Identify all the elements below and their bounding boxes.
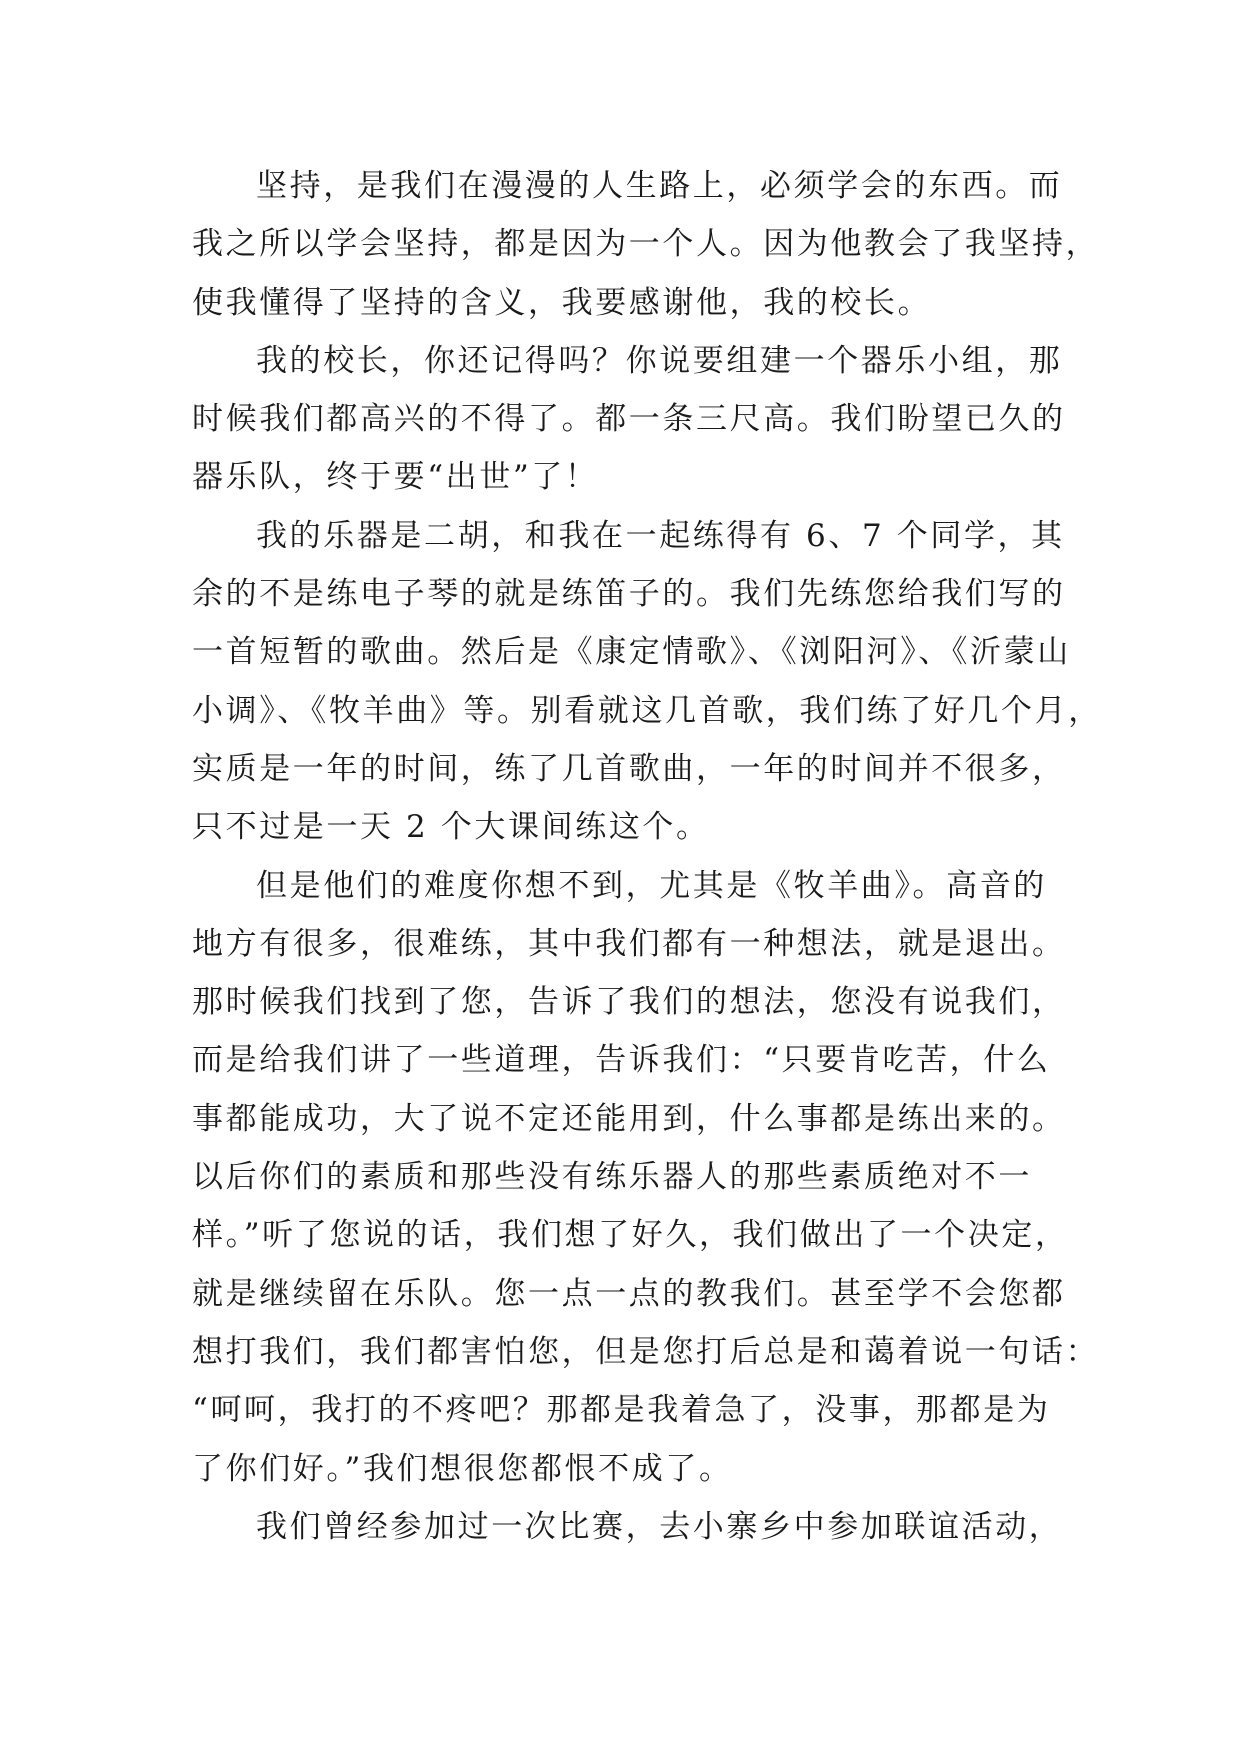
text-line: 想打我们，我们都害怕您，但是您打后总是和蔼着说一句话： bbox=[192, 1333, 1100, 1370]
text-line: 我的乐器是二胡，和我在一起练得有 6、7 个同学，其 bbox=[256, 517, 1065, 554]
text-line: 我之所以学会坚持，都是因为一个人。因为他教会了我坚持， bbox=[192, 226, 1100, 263]
text-line: 了你们好。”我们想很您都恨不成了。 bbox=[192, 1450, 733, 1487]
text-line: 样。”听了您说的话，我们想了好久，我们做出了一个决定， bbox=[192, 1217, 1069, 1254]
text-line: 器乐队，终于要“出世”了！ bbox=[192, 459, 599, 496]
essay-body bbox=[192, 157, 1102, 1556]
text-line: 就是继续留在乐队。您一点一点的教我们。甚至学不会您都 bbox=[192, 1275, 1066, 1312]
text-line: 使我懂得了坚持的含义，我要感谢他，我的校长。 bbox=[192, 284, 932, 321]
text-line: 事都能成功，大了说不定还能用到，什么事都是练出来的。 bbox=[192, 1100, 1066, 1137]
text-line: 地方有很多，很难练，其中我们都有一种想法，就是退出。 bbox=[192, 925, 1066, 962]
text-line: 那时候我们找到了您，告诉了我们的想法，您没有说我们， bbox=[192, 984, 1066, 1021]
text-line: 坚持，是我们在漫漫的人生路上，必须学会的东西。而 bbox=[256, 168, 1063, 204]
text-line: 而是给我们讲了一些道理，告诉我们：“只要肯吃苦，什么 bbox=[192, 1042, 1051, 1079]
text-line: 我的校长，你还记得吗？你说要组建一个器乐小组，那 bbox=[256, 342, 1063, 379]
text-line: 余的不是练电子琴的就是练笛子的。我们先练您给我们写的 bbox=[192, 576, 1066, 613]
text-line: 时候我们都高兴的不得了。都一条三尺高。我们盼望已久的 bbox=[192, 401, 1066, 438]
text-line: 一首短暂的歌曲。然后是《康定情歌》、《浏阳河》、《沂蒙山 bbox=[192, 634, 1071, 671]
text-line: “呵呵，我打的不疼吧？那都是我着急了，没事，那都是为 bbox=[192, 1392, 1051, 1429]
text-line: 只不过是一天 2 个大课间练这个。 bbox=[192, 809, 710, 846]
text-line: 以后你们的素质和那些没有练乐器人的那些素质绝对不一 bbox=[192, 1159, 1032, 1196]
text-line: 小调》、《牧羊曲》等。别看就这几首歌，我们练了好几个月， bbox=[192, 692, 1102, 729]
text-line: 但是他们的难度你想不到，尤其是《牧羊曲》。高音的 bbox=[256, 867, 1047, 904]
text-line: 实质是一年的时间，练了几首歌曲，一年的时间并不很多， bbox=[192, 750, 1066, 787]
text-line: 我们曾经参加过一次比赛，去小寨乡中参加联谊活动， bbox=[256, 1508, 1063, 1545]
